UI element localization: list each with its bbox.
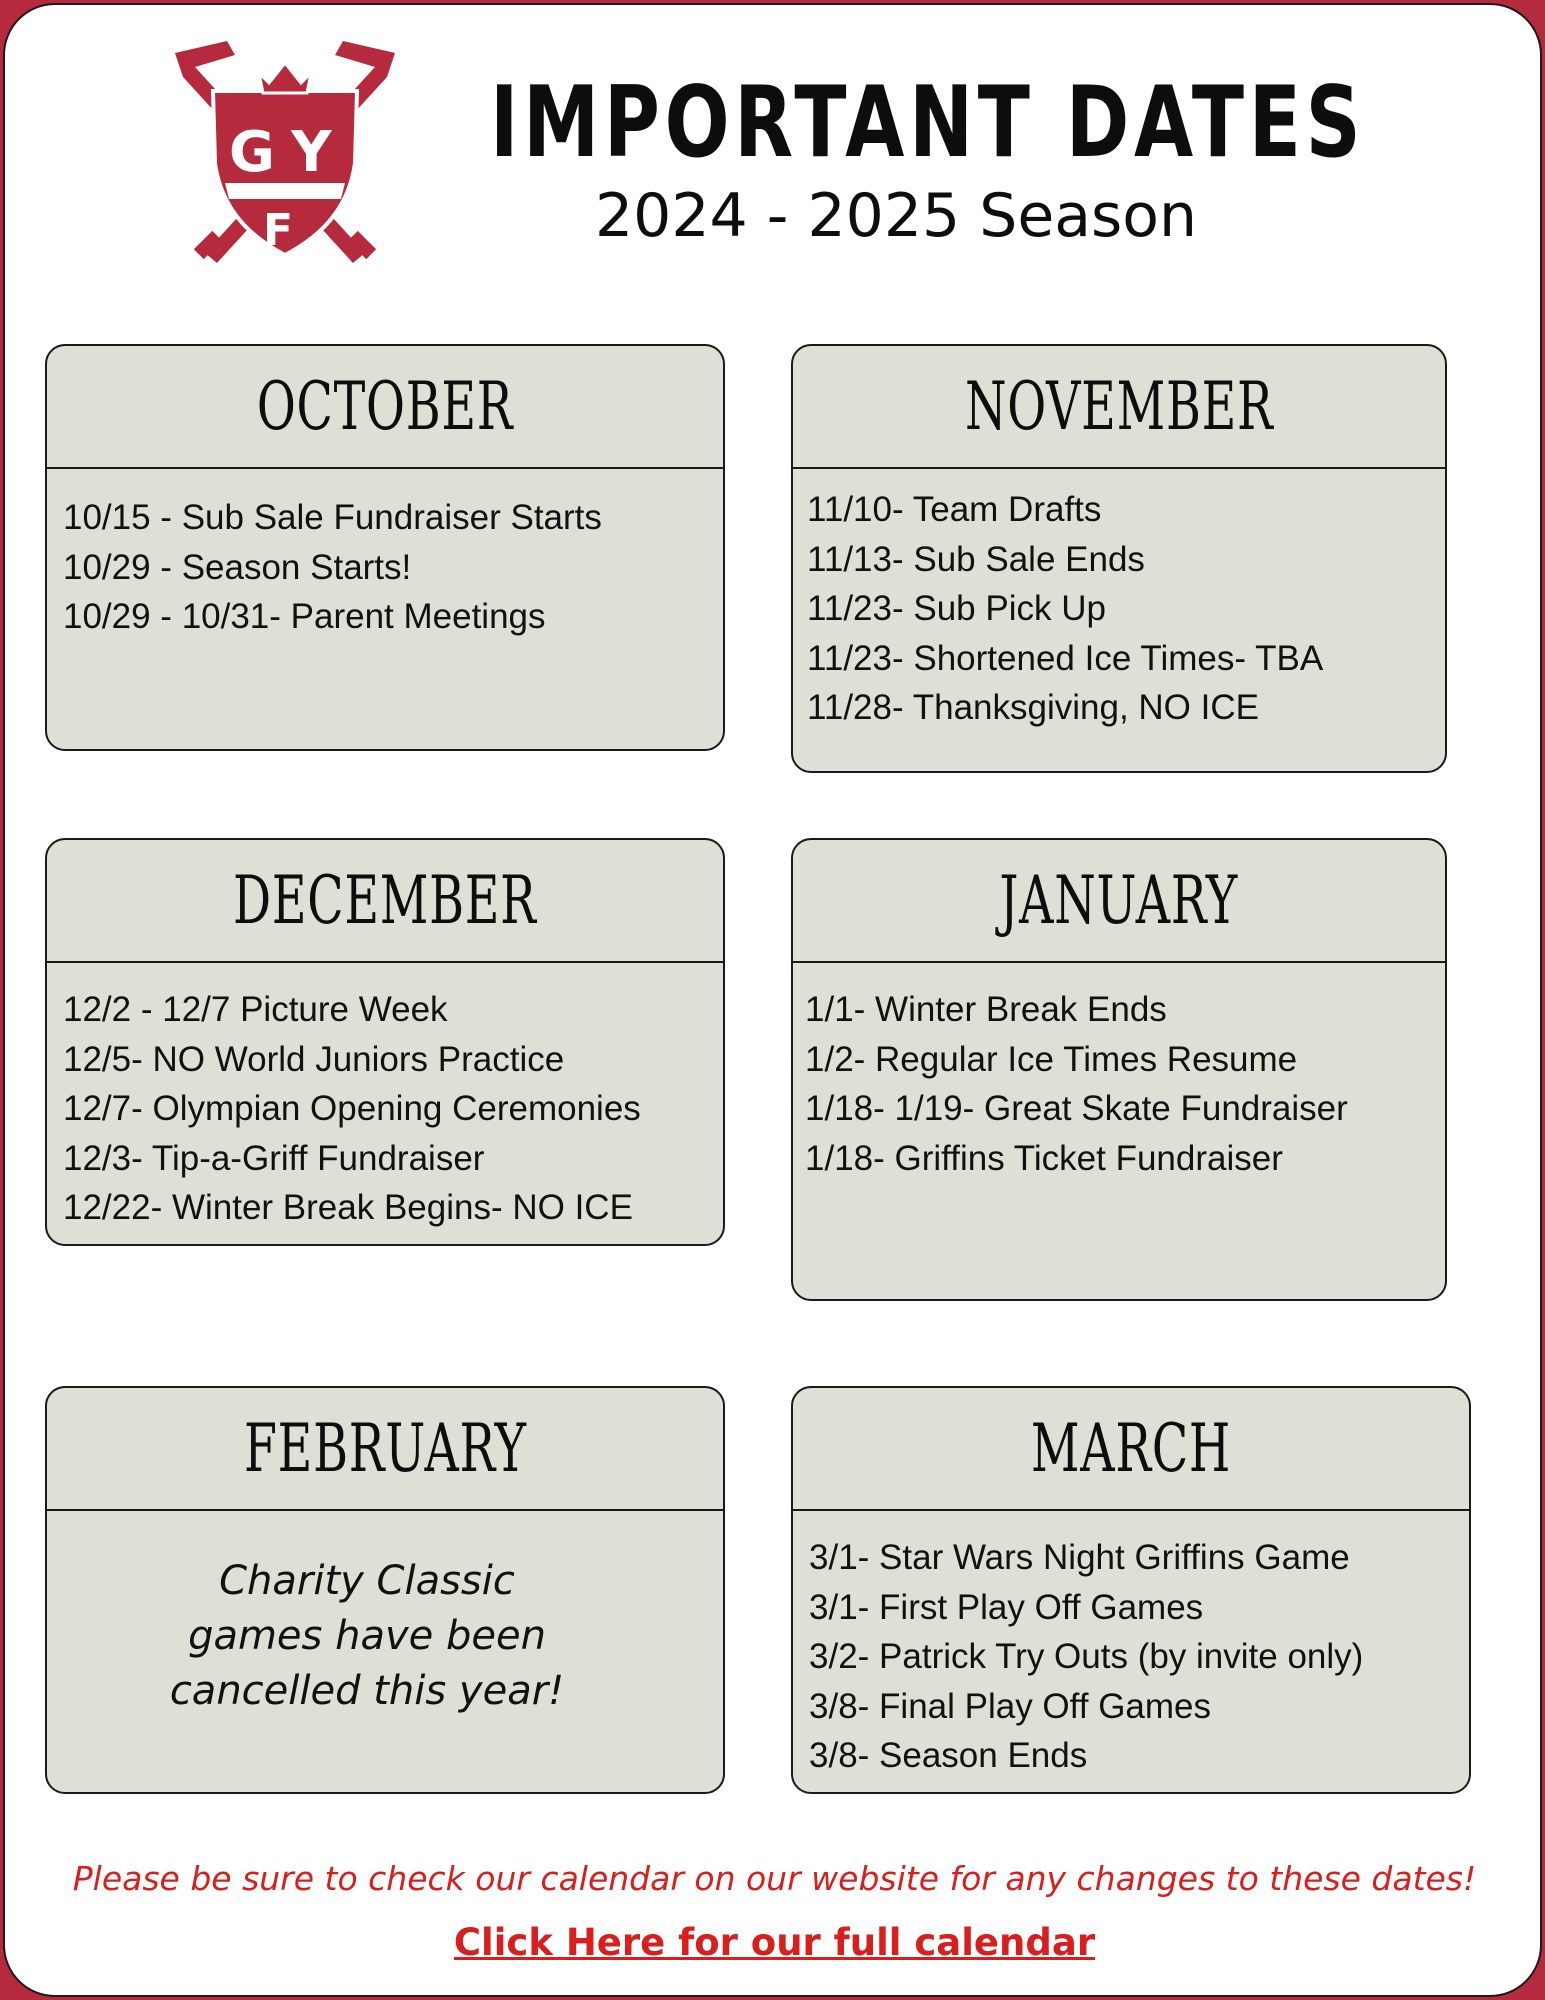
note-line: cancelled this year! <box>169 1668 565 1714</box>
svg-text:F: F <box>263 205 294 256</box>
event-item: 11/28- Thanksgiving, NO ICE <box>807 688 1259 727</box>
event-list <box>47 963 723 1233</box>
event-item: 3/1- Star Wars Night Griffins Game <box>809 1538 1350 1577</box>
event-item: 12/3- Tip-a-Griff Fundraiser <box>63 1138 485 1178</box>
event-item: 1/1- Winter Break Ends <box>805 990 1167 1029</box>
flyer-page <box>3 3 1542 1997</box>
calendar-reminder: Please be sure to check our calendar on our website for any changes to these dates! <box>72 1859 1477 1898</box>
event-item: 3/8- Season Ends <box>809 1736 1088 1775</box>
event-item: 10/15 - Sub Sale Fundraiser Starts <box>63 498 602 537</box>
event-item: 10/29 - Season Starts! <box>63 547 412 587</box>
event-list <box>793 963 1445 1183</box>
event-item: 12/2 - 12/7 Picture Week <box>63 990 448 1029</box>
full-calendar-link[interactable]: Click Here for our full calendar <box>453 1921 1096 1964</box>
event-item: 11/13- Sub Sale Ends <box>807 539 1145 579</box>
page-title: IMPORTANT DATES <box>490 66 1366 180</box>
month-title: MARCH <box>1030 1409 1232 1487</box>
event-item: 11/23- Sub Pick Up <box>807 589 1106 628</box>
event-item: 1/18- 1/19- Great Skate Fundraiser <box>805 1089 1348 1128</box>
month-header <box>793 346 1445 469</box>
month-title: FEBRUARY <box>243 1409 527 1487</box>
event-item: 10/29 - 10/31- Parent Meetings <box>63 597 546 636</box>
month-card-november <box>791 344 1447 773</box>
event-item: 1/2- Regular Ice Times Resume <box>805 1039 1298 1079</box>
event-item: 11/23- Shortened Ice Times- TBA <box>807 638 1324 678</box>
event-item: 12/7- Olympian Opening Ceremonies <box>63 1089 641 1128</box>
month-header <box>47 346 723 469</box>
event-list <box>793 469 1445 733</box>
month-header <box>47 840 723 963</box>
event-item: 3/8- Final Play Off Games <box>809 1686 1212 1726</box>
month-card-october <box>45 344 725 751</box>
event-list <box>793 1511 1469 1781</box>
gyf-crest-logo <box>155 33 415 273</box>
season-subtitle: 2024 - 2025 Season <box>595 181 1198 251</box>
month-title: JANUARY <box>999 861 1239 939</box>
month-card-january <box>791 838 1447 1301</box>
month-card-march <box>791 1386 1471 1794</box>
month-title: OCTOBER <box>256 367 514 445</box>
svg-text:G: G <box>229 120 275 185</box>
event-list <box>47 469 723 642</box>
month-card-december <box>45 838 725 1246</box>
month-title: DECEMBER <box>233 861 537 939</box>
event-item: 1/18- Griffins Ticket Fundraiser <box>805 1138 1283 1178</box>
month-title: NOVEMBER <box>964 367 1274 445</box>
note-line: games have been <box>188 1613 546 1659</box>
month-card-february <box>45 1386 725 1794</box>
month-header <box>793 840 1445 963</box>
cancellation-note <box>47 1554 687 1719</box>
event-item: 3/2- Patrick Try Outs (by invite only) <box>809 1637 1364 1676</box>
event-item: 12/22- Winter Break Begins- NO ICE <box>63 1188 633 1227</box>
svg-text:Y: Y <box>291 120 332 185</box>
month-header <box>47 1388 723 1511</box>
event-item: 11/10- Team Drafts <box>807 490 1102 529</box>
event-item: 3/1- First Play Off Games <box>809 1587 1204 1627</box>
note-line: Charity Classic <box>219 1558 515 1604</box>
event-item: 12/5- NO World Juniors Practice <box>63 1039 565 1079</box>
month-header <box>793 1388 1469 1511</box>
